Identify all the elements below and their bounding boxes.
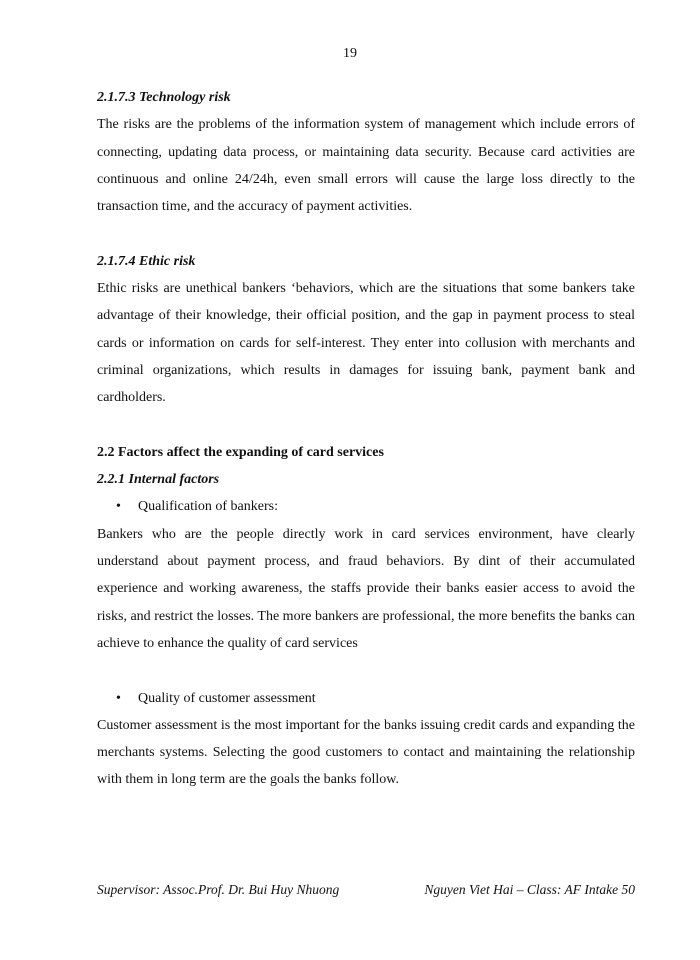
footer-supervisor: Supervisor: Assoc.Prof. Dr. Bui Huy Nhuong bbox=[97, 882, 340, 897]
bullet-icon: • bbox=[116, 499, 121, 515]
ethic-risk-heading: 2.1.7.4 Ethic risk bbox=[97, 253, 196, 269]
spacer bbox=[97, 412, 635, 439]
spacer bbox=[97, 220, 635, 247]
bullet-icon: • bbox=[116, 690, 121, 706]
footer-author: Nguyen Viet Hai – Class: AF Intake 50 bbox=[424, 882, 635, 897]
bullet-label: Quality of customer assessment bbox=[138, 690, 316, 706]
technology-risk-heading: 2.1.7.3 Technology risk bbox=[97, 90, 231, 105]
spacer bbox=[97, 657, 635, 684]
page-footer bbox=[97, 880, 635, 900]
qualification-paragraph: Bankers who are the people directly work in card services environment, have clearly understand about payment process, and fraud behaviors. By dint of their accumulated experience and working awareness, the staffs provide their banks easier access to avoid the risks, and restrict the losses. The more bankers are professional, the more benefits the banks can achieve to enhance the quality of card services bbox=[97, 526, 635, 651]
factors-heading: 2.2 Factors affect the expanding of card services bbox=[97, 444, 384, 460]
bullet-label: Qualification of bankers: bbox=[138, 499, 278, 515]
bullet-customer-assessment bbox=[97, 685, 635, 712]
page-number: 19 bbox=[343, 46, 357, 61]
internal-factors-heading: 2.2.1 Internal factors bbox=[97, 472, 220, 488]
ethic-risk-paragraph: Ethic risks are unethical bankers ‘behaviors, which are the situations that some bankers take advantage of their knowledge, their official position, and the gap in payment process to steal cards or information on cards for self-interest. They enter into collusion with merchants and criminal organizations, which results in damages for issuing bank, payment bank and cardholders. bbox=[97, 281, 635, 406]
customer-assessment-paragraph: Customer assessment is the most important for the banks issuing credit cards and expanding the merchants systems. Selecting the good customers to contact and maintaining the relationship with them in long term are the goals the banks follow. bbox=[97, 717, 635, 788]
bullet-qualification-of-bankers bbox=[97, 493, 635, 520]
technology-risk-paragraph: The risks are the problems of the information system of management which include errors of connecting, updating data process, or maintaining data security. Because card activities are continuous and online 24/24h, even small errors will cause the large loss directly to the transaction time, and the accuracy of payment activities. bbox=[97, 117, 635, 215]
page-body bbox=[97, 84, 635, 794]
